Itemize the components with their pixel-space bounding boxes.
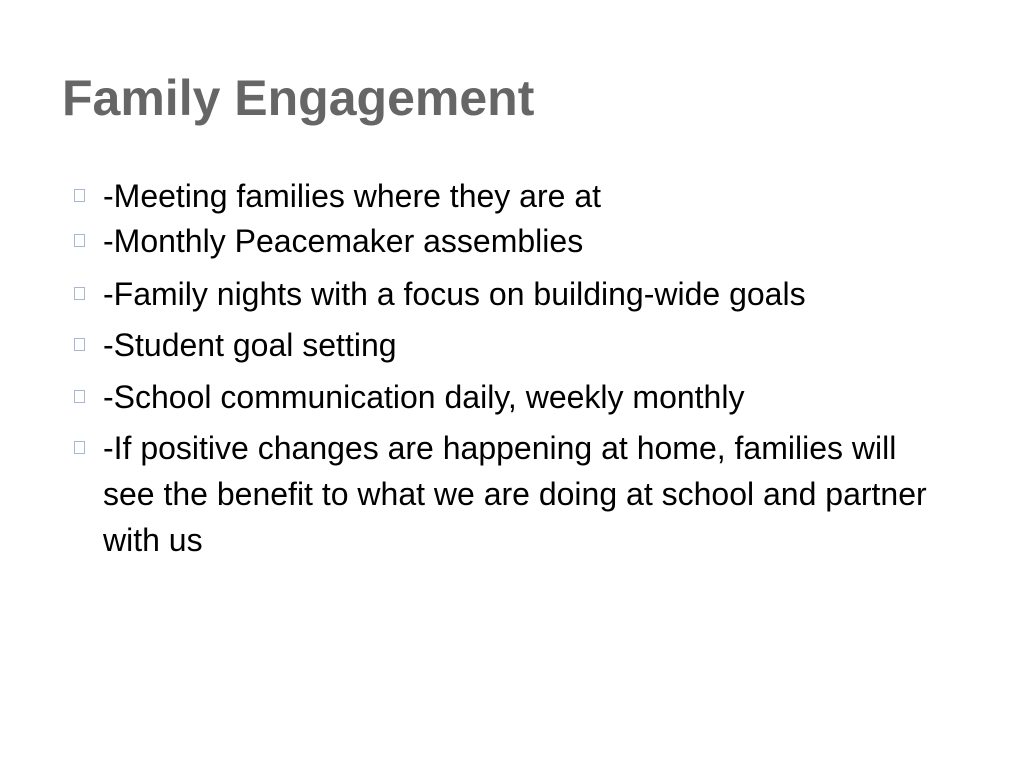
bullet-item bbox=[74, 374, 954, 420]
bullet-item bbox=[74, 173, 954, 219]
bullet-item bbox=[74, 425, 954, 563]
square-bullet-icon bbox=[74, 189, 85, 202]
square-bullet-icon bbox=[74, 390, 85, 403]
bullet-item bbox=[74, 271, 954, 317]
slide-title: Family Engagement bbox=[62, 70, 535, 126]
bullet-text: -Student goal setting bbox=[103, 327, 397, 363]
bullet-item bbox=[74, 322, 954, 368]
bullet-text: -Meeting families where they are at bbox=[103, 178, 601, 214]
square-bullet-icon bbox=[74, 441, 85, 454]
bullet-item bbox=[74, 218, 954, 264]
square-bullet-icon bbox=[74, 338, 85, 351]
bullet-text: -Family nights with a focus on building-wide goals bbox=[103, 276, 806, 312]
square-bullet-icon bbox=[74, 234, 85, 247]
bullet-text: -School communication daily, weekly monthly bbox=[103, 379, 745, 415]
bullet-text: -Monthly Peacemaker assemblies bbox=[103, 223, 584, 259]
square-bullet-icon bbox=[74, 287, 85, 300]
bullet-text: -If positive changes are happening at home, families will see the benefit to what we are doing at school and partner with us bbox=[103, 430, 927, 558]
